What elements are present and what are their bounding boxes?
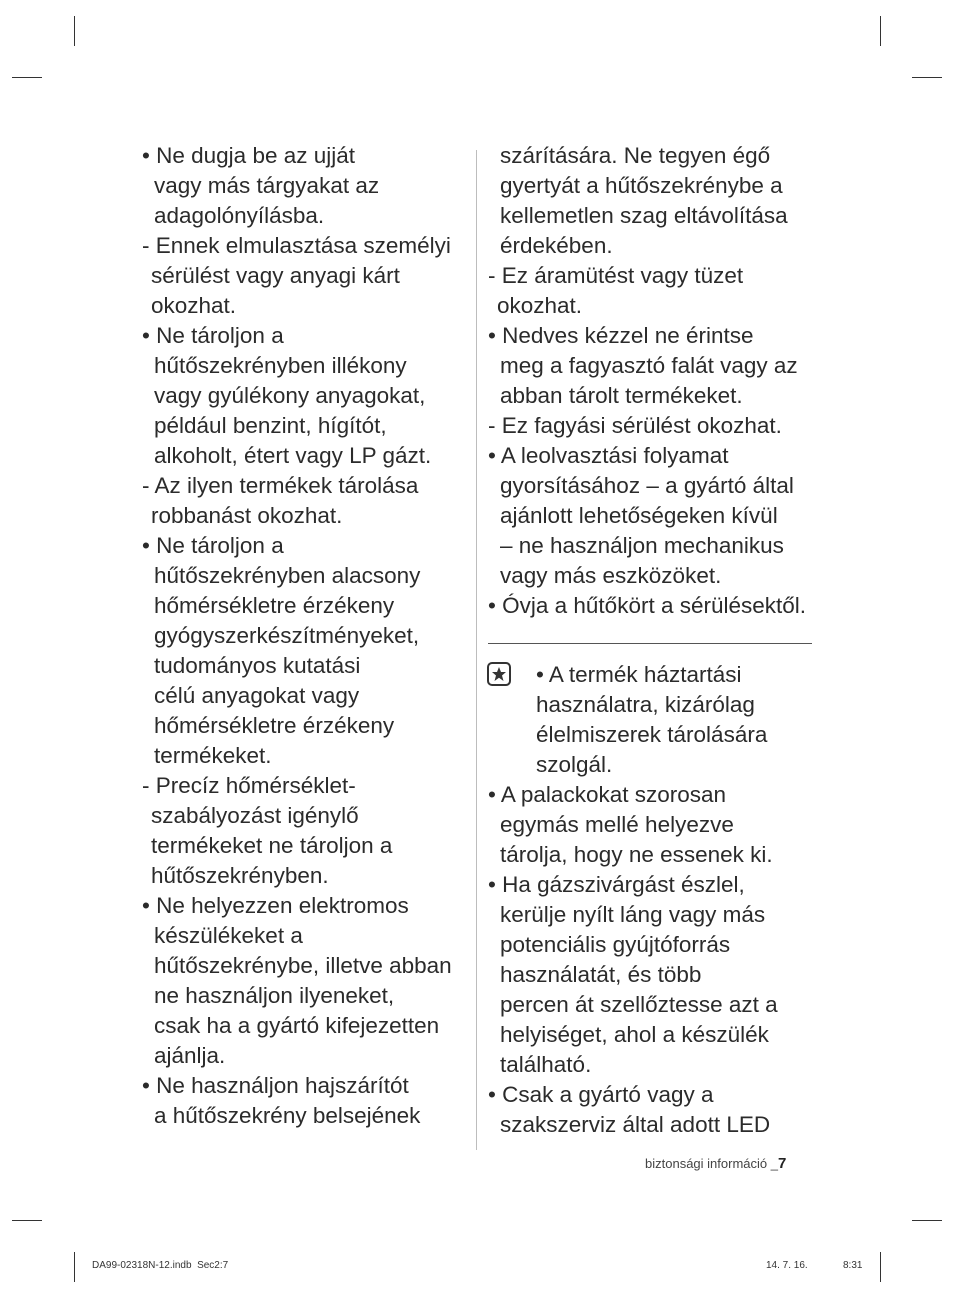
footer-section-label: biztonsági információ _ [645, 1156, 778, 1171]
text-line: • Ne tároljon a [142, 323, 284, 348]
text-line: például benzint, hígítót, [154, 413, 387, 438]
bullet-item [488, 591, 818, 621]
text-line: sérülést vagy anyagi kárt [151, 263, 400, 288]
print-time: 8:31 [843, 1260, 863, 1271]
bullet-item [488, 870, 818, 1080]
text-line: abban tárolt termékeket. [500, 383, 743, 408]
text-line: • Ha gázszivárgást észlel, [488, 872, 745, 897]
text-line: hűtőszekrényben. [151, 863, 329, 888]
text-line: egymás mellé helyezve [500, 812, 734, 837]
dash-note [488, 411, 818, 441]
page-footer [645, 1155, 786, 1172]
print-file-name: DA99-02318N-12.indb [92, 1260, 192, 1271]
crop-mark [74, 1252, 75, 1282]
dash-note [488, 261, 818, 321]
text-line: - Az ilyen termékek tárolása [142, 473, 419, 498]
dash-note [142, 771, 472, 891]
text-line: hűtőszekrényben alacsony [154, 563, 421, 588]
text-line: • Nedves kézzel ne érintse [488, 323, 754, 348]
text-line: használatra, kizárólag [536, 692, 755, 717]
text-line: termékeket. [154, 743, 272, 768]
text-line: - Ennek elmulasztása személyi [142, 233, 451, 258]
text-line: termékeket ne tároljon a [151, 833, 393, 858]
text-line: szárítására. Ne tegyen égő [500, 143, 771, 168]
text-line: • Ne dugja be az ujját [142, 143, 356, 168]
crop-mark [12, 77, 42, 78]
crop-mark [880, 1252, 881, 1282]
text-line: tudományos kutatási [154, 653, 361, 678]
column-divider [476, 150, 477, 1150]
left-column [142, 141, 472, 1131]
bullet-item [142, 1071, 472, 1131]
text-line: tárolja, hogy ne essenek ki. [500, 842, 773, 867]
text-line: készülékeket a [154, 923, 303, 948]
text-line: hűtőszekrénybe, illetve abban [154, 953, 452, 978]
bullet-item [488, 321, 818, 411]
text-line: okozhat. [497, 293, 583, 318]
print-section: Sec2:7 [197, 1260, 229, 1271]
text-line: hűtőszekrényben illékony [154, 353, 407, 378]
text-line: szolgál. [536, 752, 613, 777]
text-line: - Ez áramütést vagy tüzet [488, 263, 744, 288]
right-column-top [488, 141, 818, 621]
text-line: vagy gyúlékony anyagokat, [154, 383, 426, 408]
text-line: • Óvja a hűtőkört a sérülésektől. [488, 593, 807, 618]
text-line: - Ez fagyási sérülést okozhat. [488, 413, 782, 438]
text-line: • Ne helyezzen elektromos [142, 893, 409, 918]
text-line: kellemetlen szag eltávolítása [500, 203, 788, 228]
text-line: - Precíz hőmérséklet- [142, 773, 356, 798]
text-line: • A termék háztartási [536, 662, 742, 687]
text-line: ajánlott lehetőségeken kívül [500, 503, 778, 528]
right-column-notes [488, 660, 818, 1140]
text-line: hőmérsékletre érzékeny [154, 593, 395, 618]
bullet-item [488, 1080, 818, 1140]
text-line: használatát, és több [500, 962, 702, 987]
text-line: percen át szellőztesse azt a [500, 992, 778, 1017]
print-file-info [92, 1260, 228, 1271]
text-line: adagolónyílásba. [154, 203, 325, 228]
dash-note [142, 231, 472, 321]
text-line: gyertyát a hűtőszekrénybe a [500, 173, 783, 198]
text-line: potenciális gyújtóforrás [500, 932, 731, 957]
bullet-item [488, 780, 818, 870]
bullet-item [142, 531, 472, 771]
text-line: • Ne használjon hajszárítót [142, 1073, 409, 1098]
print-date: 14. 7. 16. [766, 1260, 808, 1271]
text-line: – ne használjon mechanikus [500, 533, 784, 558]
text-line: • Csak a gyártó vagy a [488, 1082, 714, 1107]
text-line: célú anyagokat vagy [154, 683, 360, 708]
text-line: érdekében. [500, 233, 613, 258]
text-line: vagy más tárgyakat az [154, 173, 380, 198]
text-line: meg a fagyasztó falát vagy az [500, 353, 798, 378]
bullet-item [142, 141, 472, 231]
text-line: élelmiszerek tárolására [536, 722, 768, 747]
crop-mark [74, 16, 75, 46]
text-line: okozhat. [151, 293, 237, 318]
page-number: 7 [777, 1155, 787, 1172]
text-line: • Ne tároljon a [142, 533, 284, 558]
text-line: ajánlja. [154, 1043, 226, 1068]
text-line: szakszerviz által adott LED [500, 1112, 771, 1137]
text-line: szabályozást igénylő [151, 803, 359, 828]
text-line: hőmérsékletre érzékeny [154, 713, 395, 738]
section-rule [488, 643, 812, 644]
dash-note [142, 471, 472, 531]
bullet-item [142, 321, 472, 471]
bullet-item [488, 441, 818, 591]
bullet-item [142, 891, 472, 1071]
text-line: vagy más eszközöket. [500, 563, 722, 588]
text-line: robbanást okozhat. [151, 503, 343, 528]
text-line: gyorsításához – a gyártó által [500, 473, 794, 498]
text-line: a hűtőszekrény belsejének [154, 1103, 421, 1128]
crop-mark [12, 1220, 42, 1221]
continued-text [488, 141, 818, 261]
text-line: • A leolvasztási folyamat [488, 443, 729, 468]
text-line: található. [500, 1052, 592, 1077]
text-line: ne használjon ilyeneket, [154, 983, 395, 1008]
text-line: helyiséget, ahol a készülék [500, 1022, 769, 1047]
crop-mark [912, 77, 942, 78]
text-line: csak ha a gyártó kifejezetten [154, 1013, 440, 1038]
text-line: • A palackokat szorosan [488, 782, 727, 807]
text-line: gyógyszerkészítményeket, [154, 623, 420, 648]
crop-mark [880, 16, 881, 46]
crop-mark [912, 1220, 942, 1221]
note-item [488, 660, 818, 780]
text-line: alkoholt, étert vagy LP gázt. [154, 443, 432, 468]
text-line: kerülje nyílt láng vagy más [500, 902, 766, 927]
